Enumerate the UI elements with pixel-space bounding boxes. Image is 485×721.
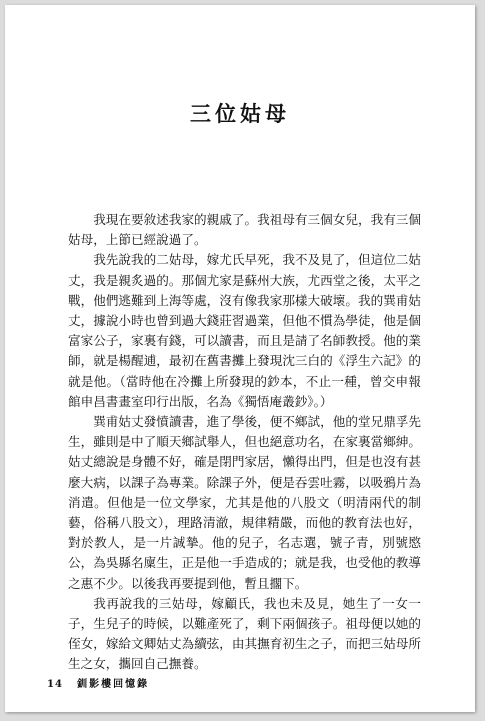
book-title: 釧影樓回憶錄 xyxy=(77,679,150,690)
page-number: 14 xyxy=(47,679,63,690)
paragraph: 我先說我的二姑母，嫁尤氏早死，我不及見了，但這位二姑丈，我是親炙過的。那個尤家是蘇州大族，尤西堂之後，太平之戰，他們逃難到上海等處，沒有像我家那樣大破壞。我的巽甫姑丈，據說小時也曾到過大錢莊習過業，但他不慣為學徒，他是個富家公子，家裏有錢，可以讀書，而且是請了名師教授。他的業師，就是楊醒逋，最初在舊書攤上發現沈三白的《浮生六記》的就是他。（當時他在冷攤上所發現的鈔本，不止一種，曾交申報館申昌書畫室印行出版，名為《獨悟庵叢鈔》。） xyxy=(68,252,421,409)
chapter-title: 三位姑母 xyxy=(190,101,290,126)
book-page xyxy=(5,5,475,712)
paragraph: 我現在要敘述我家的親戚了。我祖母有三個女兒，我有三個姑母，上節已經說過了。 xyxy=(68,212,421,248)
page-footer xyxy=(47,675,149,690)
paragraph: 我再說我的三姑母，嫁顧氏，我也未及見，她生了一女一子，生兒子的時候，以難產死了，剩下兩個孩子。祖母便以她的侄女，嫁給文卿姑丈為續弦，由其撫育初生之子，而把三姑母所生之女，攜回自己撫養。 xyxy=(68,595,421,672)
paragraph: 巽甫姑丈發憤讀書，進了學後，便不鄉試，他的堂兄鼎孚先生，雖則是中了順天鄉試舉人，但也絕意功名，在家裏當鄉紳。姑丈總說是身體不好，確是閉門家居，懶得出門，但是也沒有甚麼大病，以課子為專業。除課子外，便是吞雲吐霧，以吸鴉片為消遣。但他是一位文學家，尤其是他的八股文（明清兩代的制藝，俗稱八股文），理路清澈，規律精嚴，而他的教育法也好，對於教人，是一片誠摯。他的兒子，名志選，號子青，別號愍公，為吳縣名廩生，正是他一手造成的；就是我，也受他的教導之惠不少。以後我再要提到他，暫且擱下。 xyxy=(68,414,421,591)
body-text xyxy=(68,210,421,675)
